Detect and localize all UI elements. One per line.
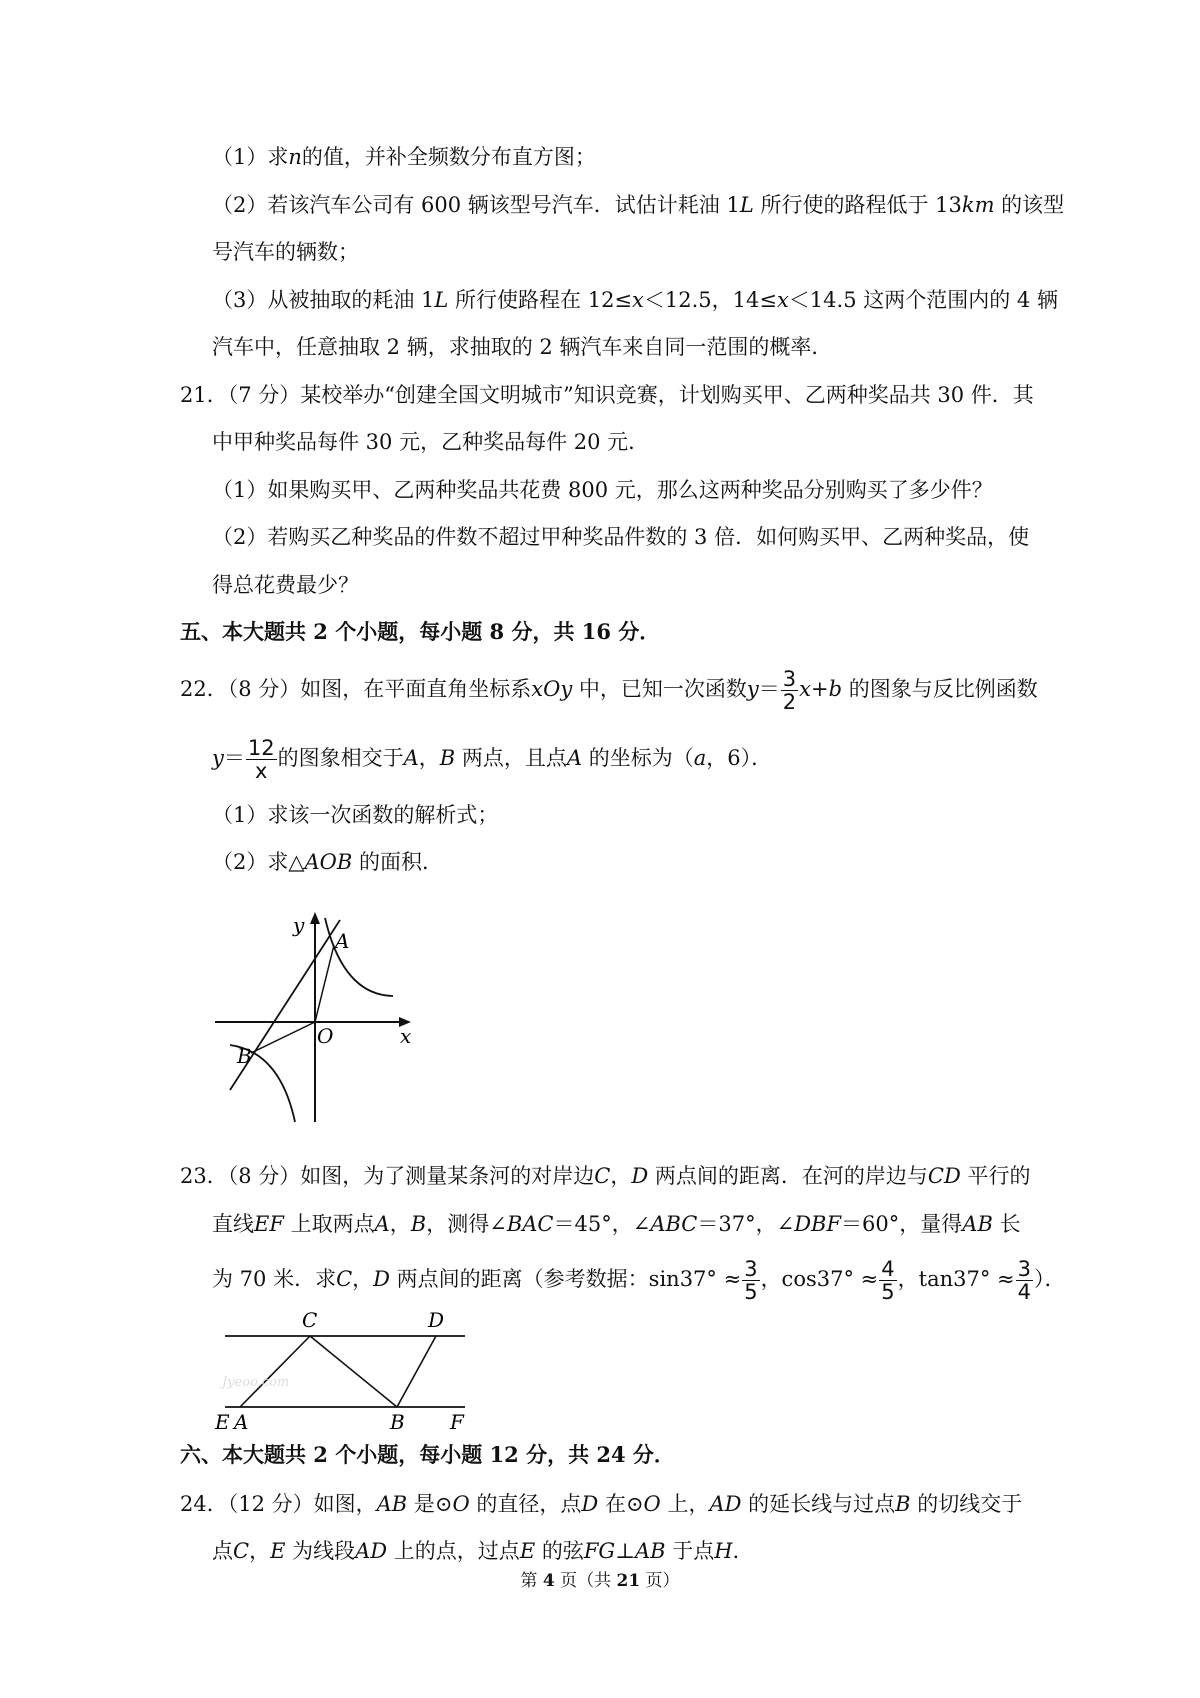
total-page-count: 21 bbox=[616, 1571, 641, 1591]
label-C: C bbox=[302, 1308, 318, 1332]
fraction-3-5: $\frac{3}{5}$ bbox=[744, 1257, 758, 1304]
segment-BD bbox=[397, 1336, 436, 1407]
segment-OA bbox=[315, 945, 334, 1022]
q23-stem: 23．（8 分）如图，为了测量某条河的对岸边C，D 两点间的距离．在河的岸边与CD 平行的 bbox=[180, 1164, 1031, 1188]
q24-stem: 24．（12 分）如图，AB 是⊙O 的直径，点D 在⊙O 上，AD 的延长线与过点B 的切线交于 bbox=[180, 1492, 1023, 1516]
segment-CB bbox=[310, 1336, 397, 1407]
section-6-heading: 六、本大题共 2 个小题，每小题 12 分，共 24 分． bbox=[180, 1442, 675, 1467]
q23-river-diagram bbox=[210, 1302, 480, 1432]
page-footer: 第 4 页（共 21 页） bbox=[520, 1571, 680, 1591]
q20-part3: （3）从被抽取的耗油 1L 所行使路程在 12≤x＜12.5，14≤x＜14.5 这两个范围内的 4 辆 bbox=[212, 288, 1058, 312]
segment-OB bbox=[251, 1022, 315, 1053]
fraction-4-5: $\frac{4}{5}$ bbox=[881, 1257, 895, 1304]
current-page-number: 4 bbox=[542, 1571, 555, 1591]
q23-stem-cont: 直线EF 上取两点A，B，测得∠BAC＝45°，∠ABC＝37°，∠DBF＝60°，量得AB 长 bbox=[212, 1212, 1021, 1236]
q21-stem-cont: 中甲种奖品每件 30 元，乙种奖品每件 20 元． bbox=[212, 430, 650, 454]
label-x: x bbox=[400, 1024, 412, 1048]
y-axis-arrow bbox=[310, 912, 320, 924]
q20-part2: （2）若该汽车公司有 600 辆该型号汽车．试估计耗油 1L 所行使的路程低于 13km 的该型 bbox=[212, 193, 1065, 217]
label-F: F bbox=[450, 1410, 464, 1432]
q20-part2-cont: 号汽车的辆数； bbox=[212, 240, 359, 264]
segment-AC bbox=[240, 1336, 310, 1407]
q22-part2: （2）求△AOB 的面积． bbox=[212, 850, 444, 874]
q24-stem-cont: 点C，E 为线段AD 上的点，过点E 的弦FG⊥AB 于点H． bbox=[212, 1539, 754, 1563]
q21-part2: （2）若购买乙种奖品的件数不超过甲种奖品件数的 3 倍．如何购买甲、乙两种奖品，使 bbox=[212, 525, 1030, 549]
label-O: O bbox=[317, 1024, 334, 1048]
q21-stem: 21．（7 分）某校举办“创建全国文明城市”知识竞赛，计划购买甲、乙两种奖品共 30 件．其 bbox=[180, 383, 1034, 407]
q22-function-graph bbox=[205, 900, 420, 1125]
fraction-12-x: $\frac{12}{x}$ bbox=[247, 736, 275, 783]
label-A: A bbox=[234, 1410, 249, 1432]
label-E: E bbox=[215, 1410, 230, 1432]
q21-part1: （1）如果购买甲、乙两种奖品共花费 800 元，那么这两种奖品分别购买了多少件？ bbox=[212, 478, 993, 502]
q22-stem: 22．（8 分）如图，在平面直角坐标系xOy 中，已知一次函数y＝ $\frac{3}{2}$ x+b 的图象与反比例函数 bbox=[180, 667, 1038, 714]
watermark: Jyeoo.com bbox=[222, 1375, 290, 1390]
label-D: D bbox=[428, 1308, 445, 1332]
q22-stem-cont: y＝ $\frac{12}{x}$ 的图象相交于A，B 两点，且点A 的坐标为（a，6）． bbox=[212, 736, 773, 783]
fraction-3-2: $\frac{3}{2}$ bbox=[782, 667, 797, 714]
label-A: A bbox=[335, 929, 350, 953]
q22-part1: （1）求该一次函数的解析式； bbox=[212, 803, 499, 827]
section-5-heading: 五、本大题共 2 个小题，每小题 8 分，共 16 分． bbox=[180, 619, 661, 644]
label-B: B bbox=[237, 1044, 252, 1068]
label-y: y bbox=[293, 913, 305, 937]
q20-part1: （1）求n的值，并补全频数分布直方图； bbox=[212, 145, 596, 169]
label-B: B bbox=[390, 1410, 405, 1432]
q20-part3-cont: 汽车中，任意抽取 2 辆，求抽取的 2 辆汽车来自同一范围的概率． bbox=[212, 335, 833, 359]
q21-part2-cont: 得总花费最少？ bbox=[212, 573, 359, 597]
fraction-3-4: $\frac{3}{4}$ bbox=[1017, 1257, 1031, 1304]
q23-stem-reference: 为 70 米．求C，D 两点间的距离（参考数据：sin37° ≈ $\frac{3}{5}$ ，cos37° ≈ $\frac{4}{5}$ ，tan37° ≈ $\frac{3}{4}$ ）． bbox=[212, 1257, 1066, 1304]
